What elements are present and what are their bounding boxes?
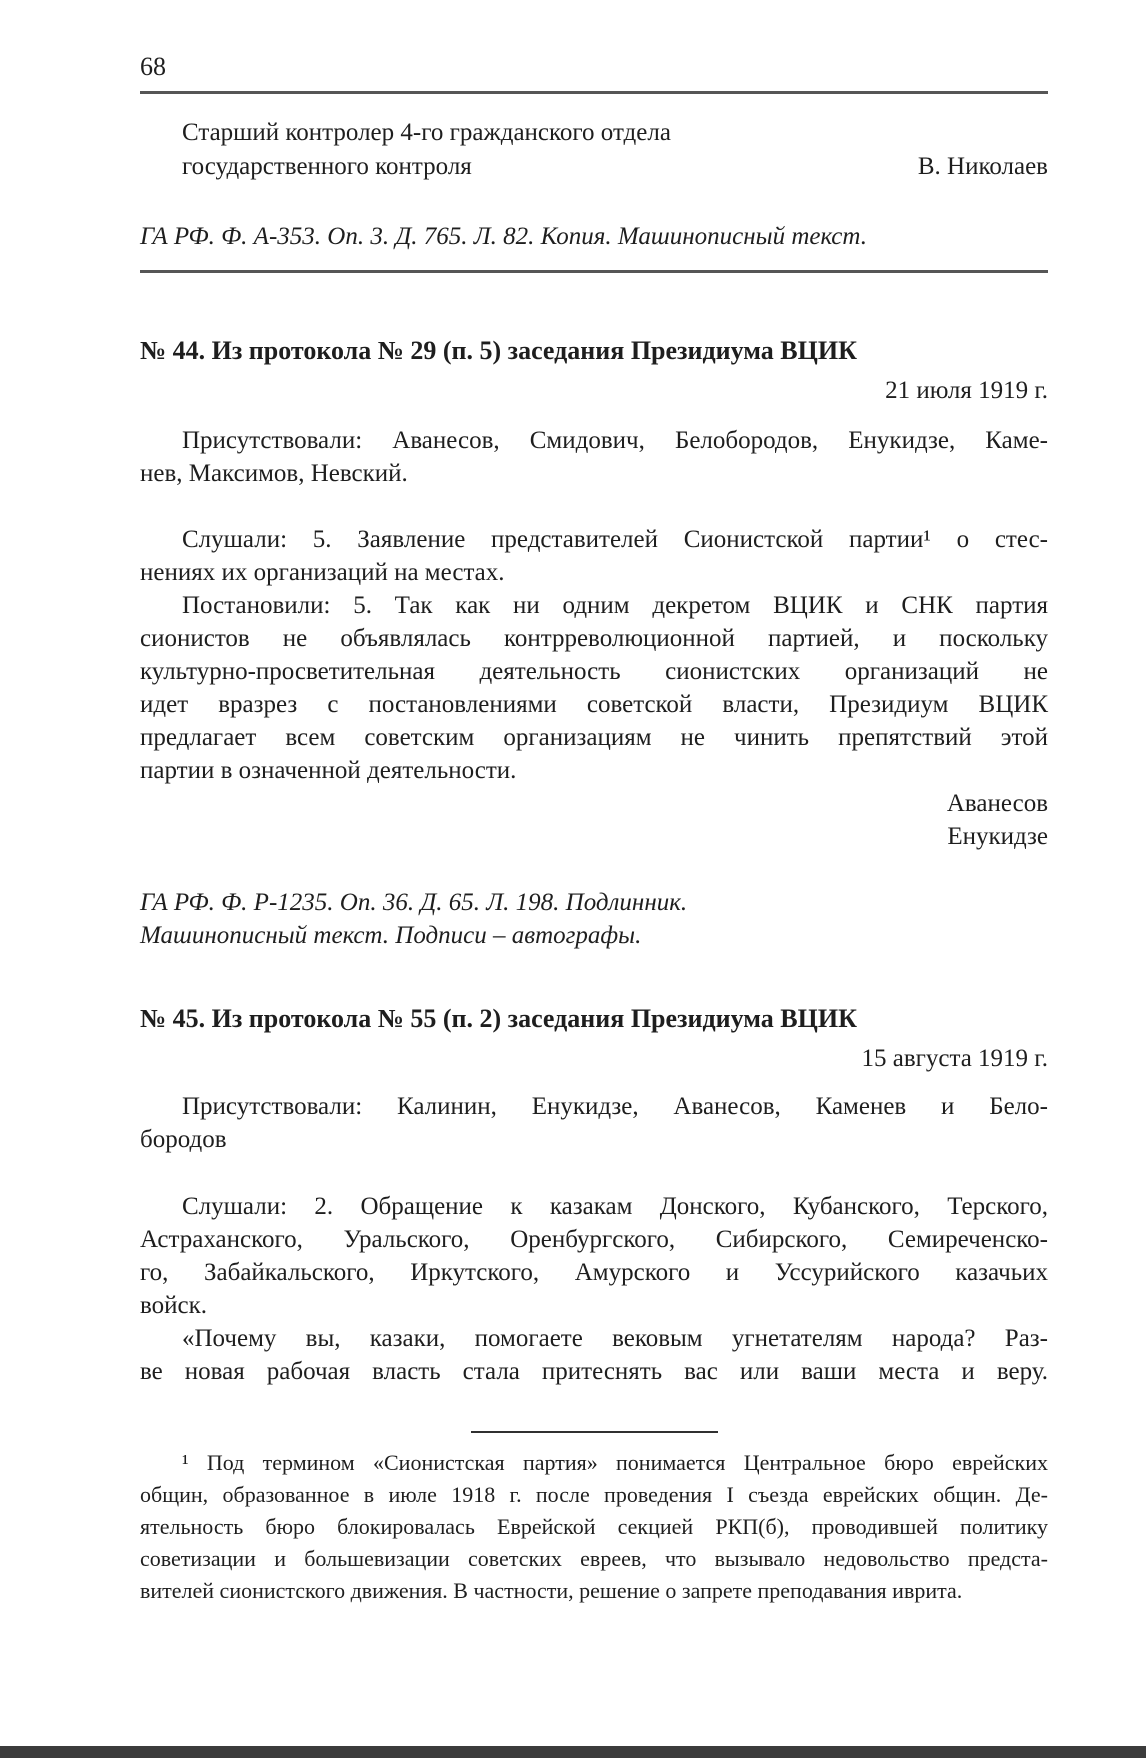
document-45-date: 15 августа 1919 г. bbox=[861, 1045, 1048, 1072]
text-line: ве новая рабочая власть стала притеснять вас или ваши места и веру. bbox=[140, 1358, 1048, 1385]
text-line: Присутствовали: Аванесов, Смидович, Белобородов, Енукидзе, Каме- bbox=[182, 427, 1048, 454]
text-line: предлагает всем советским организациям не чинить препятствий этой bbox=[140, 724, 1048, 751]
text-line: Постановили: 5. Так как ни одним декретом ВЦИК и СНК партия bbox=[182, 592, 1048, 619]
text-line: Присутствовали: Калинин, Енукидзе, Аванесов, Каменев и Бело- bbox=[182, 1093, 1048, 1120]
text-line: войск. bbox=[140, 1292, 208, 1319]
footnote-rule bbox=[471, 1431, 718, 1433]
signatory-role-row bbox=[182, 150, 1048, 184]
text-line: идет вразрез с постановлениями советской власти, Президиум ВЦИК bbox=[140, 691, 1048, 718]
text-line: партии в означенной деятельности. bbox=[140, 757, 517, 784]
text-line: общин, образованное в июле 1918 г. после проведения I съезда еврейских общин. Де- bbox=[140, 1482, 1048, 1507]
text-line: ¹ Под термином «Сионистская партия» понимается Центральное бюро еврейских bbox=[182, 1450, 1048, 1475]
signature-enukidze: Енукидзе bbox=[947, 823, 1048, 850]
signature-avanesov: Аванесов bbox=[946, 790, 1048, 817]
page-bottom-scan-bar bbox=[0, 1746, 1146, 1758]
document-44-paragraph-slushali bbox=[140, 523, 1048, 589]
archive-source-document-44-line1: ГА РФ. Ф. Р-1235. Оп. 36. Д. 65. Л. 198. Подлинник. bbox=[140, 889, 688, 916]
document-45-paragraph-slushali bbox=[140, 1190, 1048, 1322]
text-line: советизации и большевизации советских евреев, что вызывало недовольство предста- bbox=[140, 1546, 1048, 1571]
document-45 bbox=[140, 1001, 1048, 1388]
document-44 bbox=[140, 333, 1048, 952]
document-44-date: 21 июля 1919 г. bbox=[885, 377, 1048, 404]
page-number: 68 bbox=[140, 52, 166, 81]
text-line: Астраханского, Уральского, Оренбургского, Сибирского, Семиреченско- bbox=[140, 1226, 1048, 1253]
text-line: Слушали: 2. Обращение к казакам Донского, Кубанского, Терского, bbox=[182, 1193, 1048, 1220]
header-rule bbox=[140, 91, 1048, 94]
text-line: вителей сионистского движения. В частности, решение о запрете преподавания иврита. bbox=[140, 1578, 963, 1603]
archive-source-prev-doc: ГА РФ. Ф. А-353. Оп. 3. Д. 765. Л. 82. Копия. Машинописный текст. bbox=[140, 223, 867, 250]
text-line: нениях их организаций на местах. bbox=[140, 559, 505, 586]
signatory-role-line2: государственного контроля bbox=[182, 153, 472, 180]
document-44-paragraph-postanovili bbox=[140, 589, 1048, 787]
text-line: го, Забайкальского, Иркутского, Амурского и Уссурийского казачьих bbox=[140, 1259, 1048, 1286]
signatory-name: В. Николаев bbox=[917, 153, 1048, 180]
text-line: нев, Максимов, Невский. bbox=[140, 460, 408, 487]
text-line: «Почему вы, казаки, помогаете вековым угнетателям народа? Раз- bbox=[182, 1325, 1048, 1352]
text-line: культурно-просветительная деятельность сионистских организаций не bbox=[140, 658, 1048, 685]
text-line: бородов bbox=[140, 1126, 227, 1153]
document-45-heading: № 45. Из протокола № 55 (п. 2) заседания Президиума ВЦИК bbox=[140, 1004, 857, 1033]
text-line: сионистов не объявлялась контрреволюционной партией, и поскольку bbox=[140, 625, 1048, 652]
signatory-role-line1: Старший контролер 4-го гражданского отдела bbox=[182, 119, 671, 146]
text-line: ятельность бюро блокировалась Еврейской секцией РКП(б), проводившей политику bbox=[140, 1514, 1048, 1539]
document-45-paragraph-present bbox=[140, 1090, 1048, 1156]
footnote-text bbox=[140, 1447, 1048, 1607]
archive-source-document-44-line2: Машинописный текст. Подписи – автографы. bbox=[140, 922, 642, 949]
document-45-paragraph-quote bbox=[140, 1322, 1048, 1388]
prev-doc-closing bbox=[140, 116, 1048, 184]
section-divider-rule bbox=[140, 270, 1048, 273]
document-44-paragraph-present bbox=[140, 424, 1048, 490]
text-line: Слушали: 5. Заявление представителей Сионистской партии¹ о стес- bbox=[182, 526, 1048, 553]
archive-source-document-44 bbox=[140, 886, 1048, 952]
document-44-heading: № 44. Из протокола № 29 (п. 5) заседания Президиума ВЦИК bbox=[140, 336, 857, 365]
